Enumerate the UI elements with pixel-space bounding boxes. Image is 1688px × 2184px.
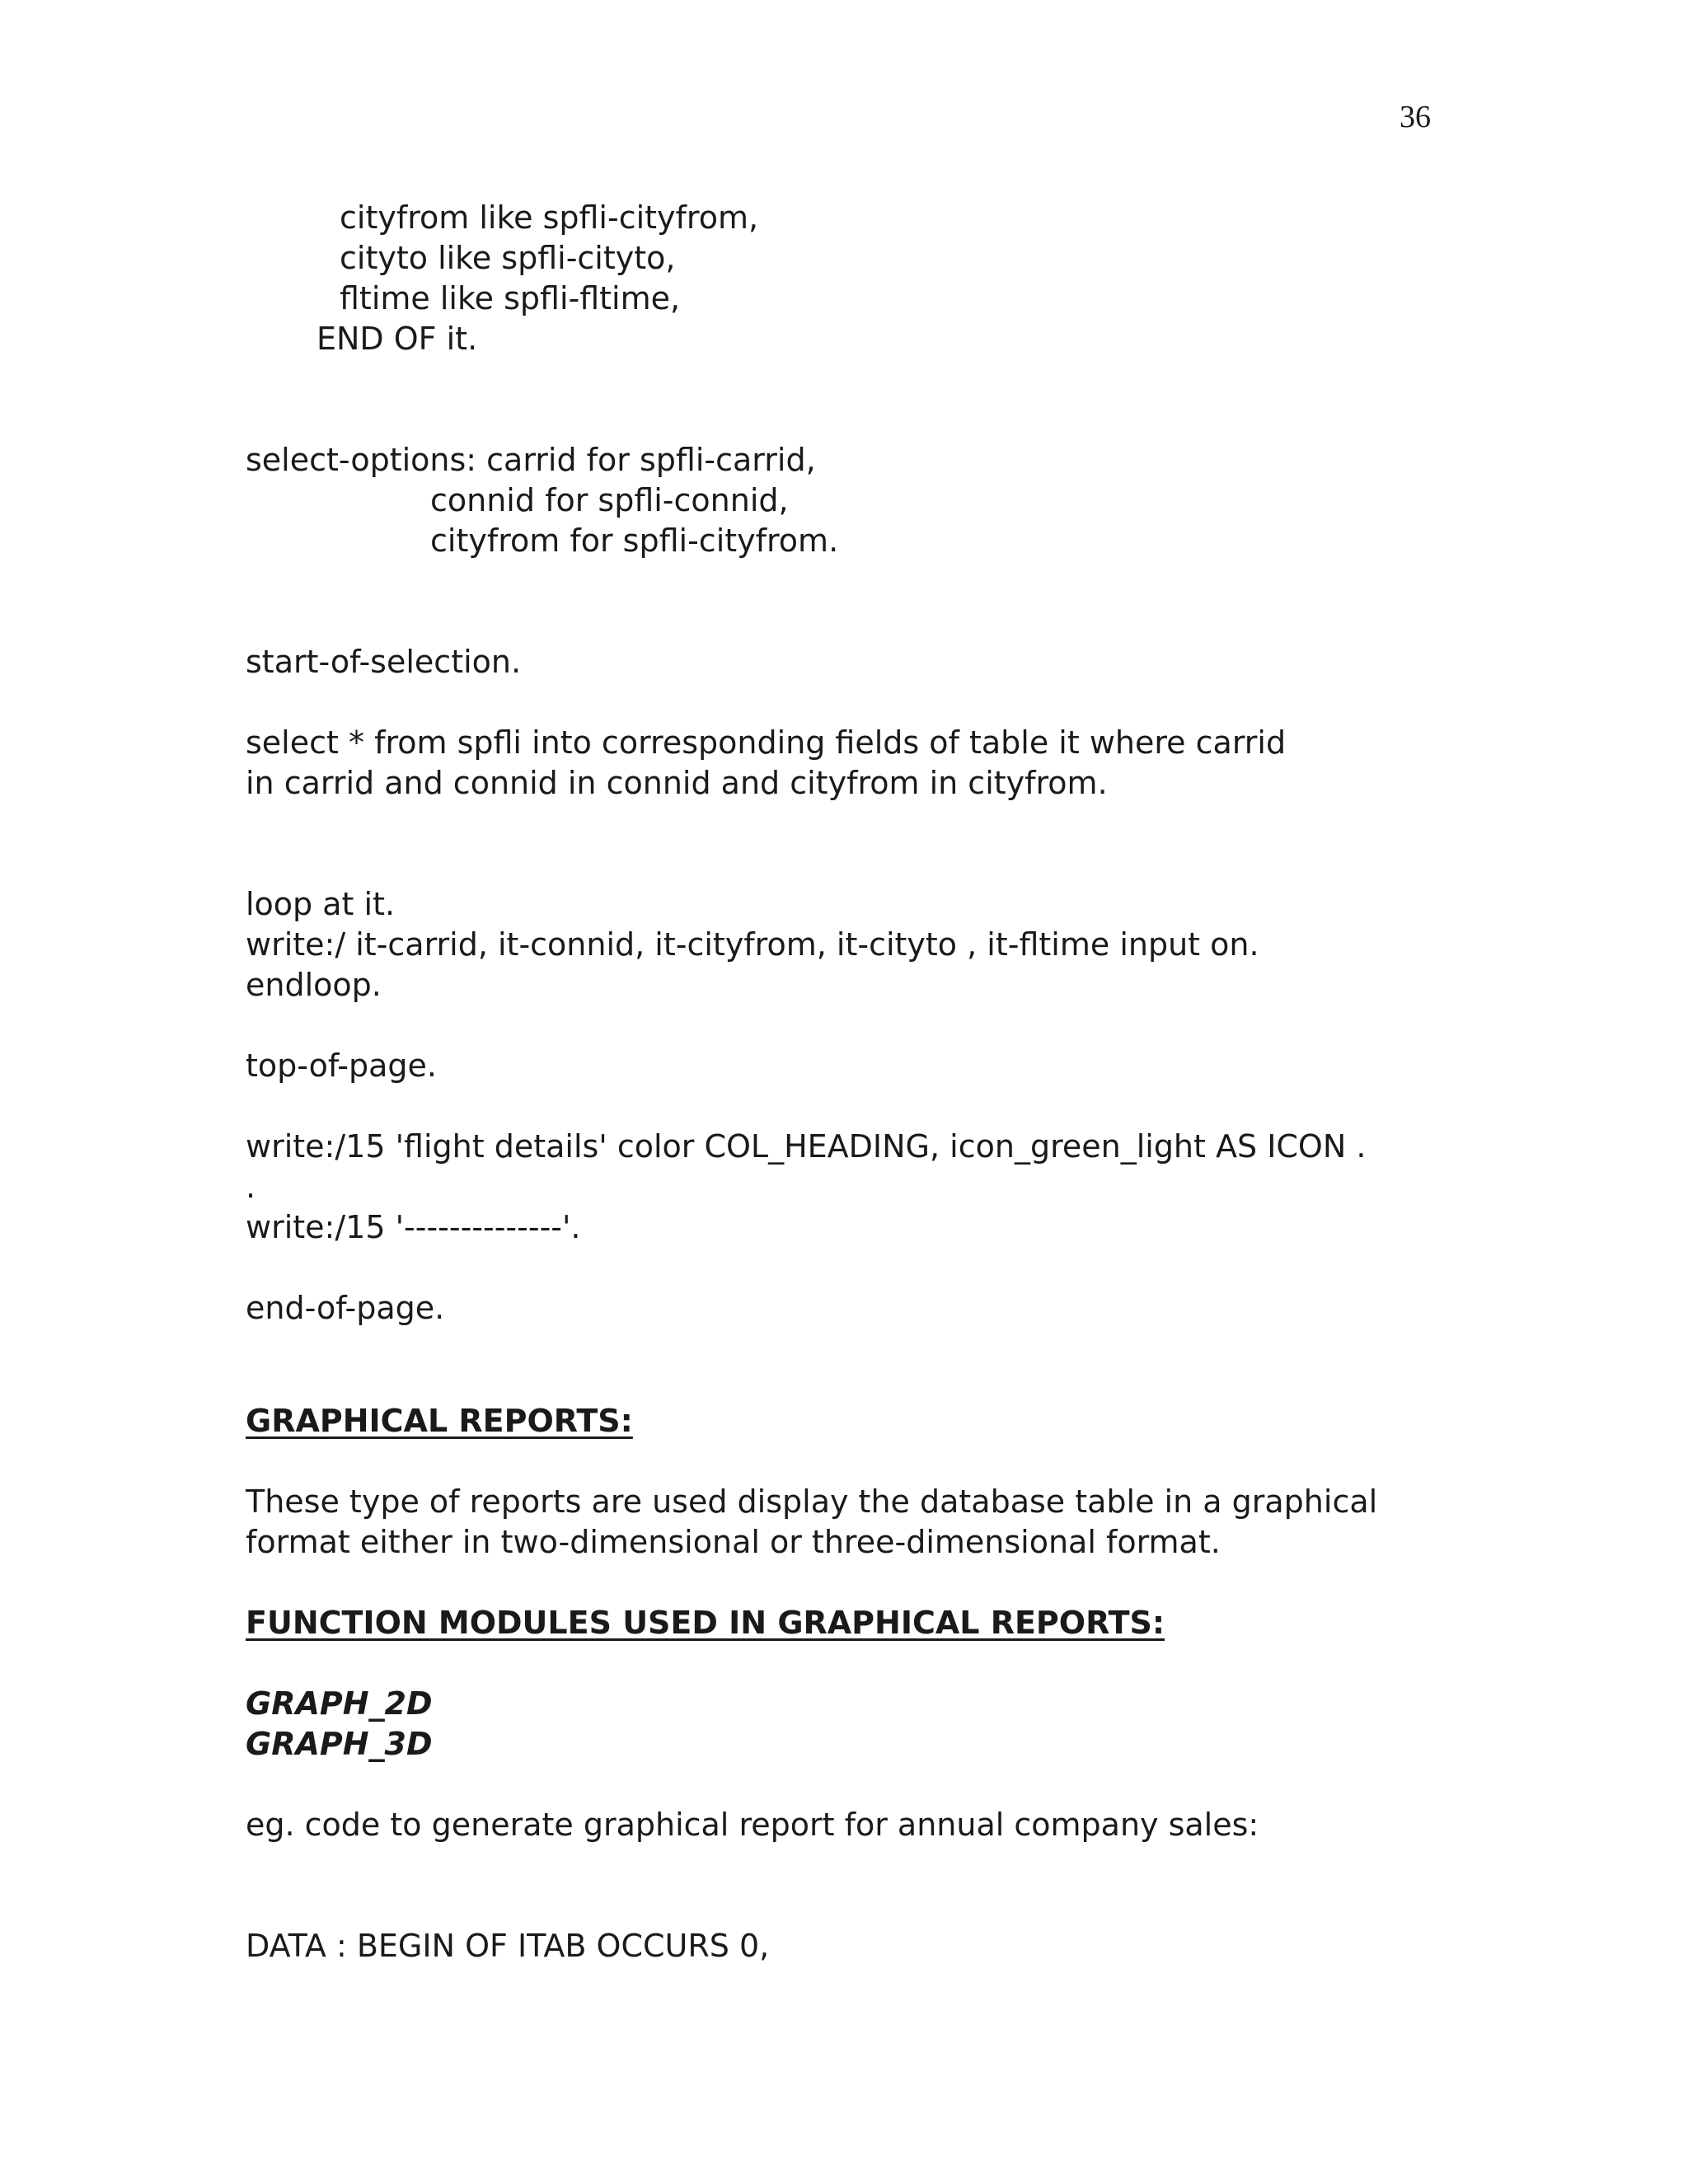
function-modules-heading: FUNCTION MODULES USED IN GRAPHICAL REPORTS: [246, 1605, 1165, 1641]
code-block-internal-table [246, 198, 1482, 359]
graphical-reports-heading: GRAPHICAL REPORTS: [246, 1403, 633, 1439]
code-line: cityto like spfli-cityto, [340, 240, 676, 276]
code-line: fltime like spfli-fltime, [340, 280, 681, 316]
code-line: write:/15 'flight details' color COL_HEADING, icon_green_light AS ICON . [246, 1128, 1367, 1165]
code-block-select-statement [246, 723, 1482, 804]
document-body [246, 198, 1482, 1966]
code-line: connid for spfli-connid, [430, 482, 789, 518]
function-module-name: GRAPH_2D [246, 1685, 433, 1722]
code-line-end-of-page: end-of-page. [246, 1290, 445, 1326]
code-line: loop at it. [246, 886, 396, 922]
code-line: select-options: carrid for spfli-carrid, [246, 442, 816, 478]
code-block-select-options [246, 440, 1482, 561]
code-block-write [246, 1127, 1482, 1248]
code-line: in carrid and connid in connid and cityfrom in cityfrom. [246, 765, 1108, 801]
code-line: select * from spfli into corresponding fields of table it where carrid [246, 724, 1287, 761]
paragraph-line: format either in two-dimensional or three-dimensional format. [246, 1524, 1221, 1560]
function-module-name: GRAPH_3D [246, 1726, 433, 1762]
code-line: END OF it. [316, 321, 478, 357]
code-block-loop [246, 884, 1482, 1005]
code-line: cityfrom for spfli-cityfrom. [430, 523, 839, 559]
code-line: cityfrom like spfli-cityfrom, [340, 199, 759, 236]
code-line: endloop. [246, 967, 382, 1003]
code-line: . [246, 1169, 256, 1205]
graphical-reports-paragraph [246, 1482, 1482, 1563]
code-line-data-statement: DATA : BEGIN OF ITAB OCCURS 0, [246, 1928, 770, 1964]
example-text: eg. code to generate graphical report for annual company sales: [246, 1807, 1259, 1843]
code-line-top-of-page: top-of-page. [246, 1047, 437, 1084]
paragraph-line: These type of reports are used display the database table in a graphical [246, 1483, 1378, 1520]
function-modules-list [246, 1684, 1482, 1765]
code-line-start-of-selection: start-of-selection. [246, 644, 522, 680]
code-line: write:/ it-carrid, it-connid, it-cityfrom, it-cityto , it-fltime input on. [246, 926, 1259, 963]
code-line: write:/15 '--------------'. [246, 1209, 581, 1245]
page-number: 36 [1400, 100, 1431, 134]
